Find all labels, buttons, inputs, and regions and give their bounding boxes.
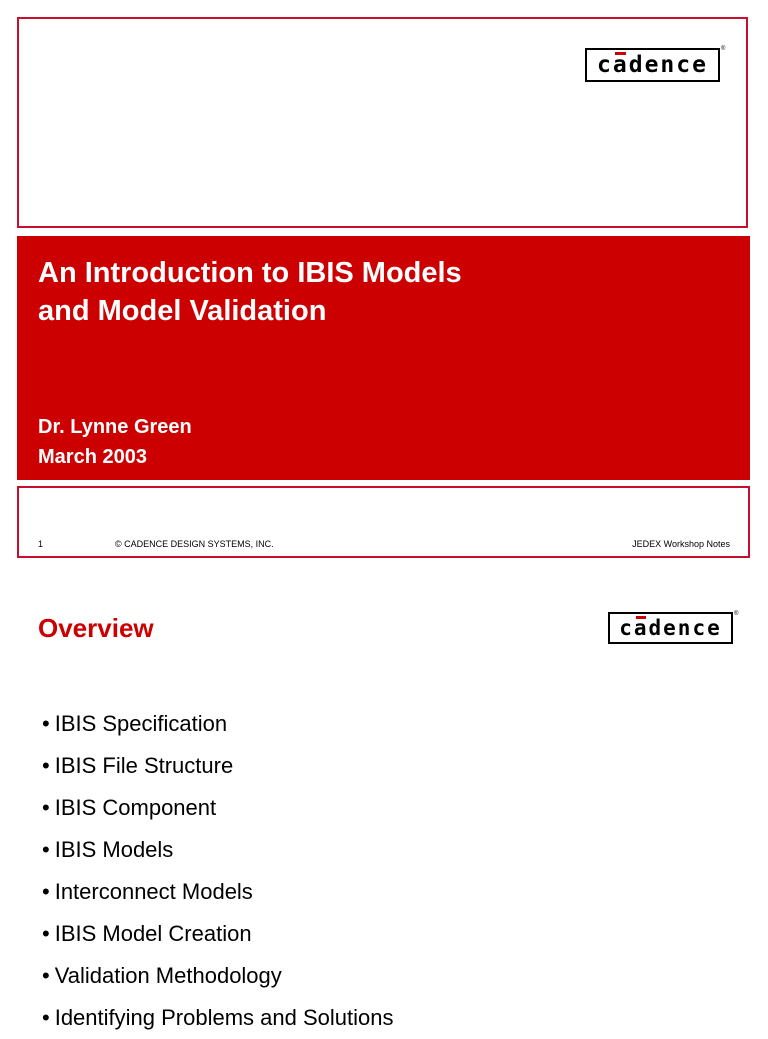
author-name: Dr. Lynne Green — [38, 416, 192, 438]
slide-title-line: and Model Validation — [38, 295, 327, 327]
bullet-item: • IBIS Model Creation — [42, 913, 393, 955]
overview-bullet-list — [42, 703, 393, 1039]
slide1-footer — [17, 486, 750, 558]
bullet-item: • IBIS Specification — [42, 703, 393, 745]
overview-title: Overview — [38, 613, 154, 643]
logo-text: cadence — [619, 616, 722, 640]
author-block — [38, 412, 192, 472]
registered-mark: ® — [734, 611, 739, 617]
bullet-item: • Interconnect Models — [42, 871, 393, 913]
bullet-item: • Identifying Problems and Solutions — [42, 997, 393, 1039]
page-number: 1 — [38, 539, 44, 549]
bullet-item: • IBIS File Structure — [42, 745, 393, 787]
cadence-logo — [585, 48, 720, 82]
workshop-notes-label: JEDEX Workshop Notes — [632, 539, 730, 549]
presentation-date: March 2003 — [38, 446, 147, 468]
logo-text: cadence — [597, 52, 708, 78]
bullet-item: • IBIS Component — [42, 787, 393, 829]
bullet-item: • IBIS Models — [42, 829, 393, 871]
copyright-notice: © CADENCE DESIGN SYSTEMS, INC. — [115, 539, 274, 549]
cadence-logo — [608, 612, 733, 644]
slide-title — [38, 254, 728, 330]
registered-mark: ® — [721, 46, 726, 52]
slide-title-line: An Introduction to IBIS Models — [38, 257, 462, 289]
bullet-item: • Validation Methodology — [42, 955, 393, 997]
title-band — [17, 236, 750, 480]
